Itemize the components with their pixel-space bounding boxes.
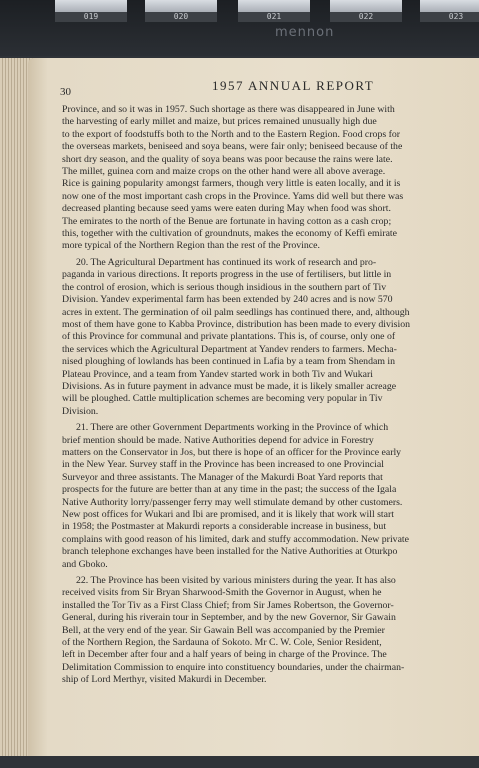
- text-line: this, together with the cultivation of groundnuts, makes the economy of Keffi emirate: [62, 228, 398, 240]
- text-line: most of them have gone to Kabba Province, distribution has been made to every division: [62, 318, 410, 330]
- text-line: The millet, guinea corn and maize crops on the other hand were all above average.: [62, 166, 386, 178]
- text-line: prospects for the future are better than at any time in the past; the success of the Igala: [62, 484, 397, 496]
- text-line: of this Province for communal and private plantations. This is, of course, only one of: [62, 331, 396, 343]
- text-line: to the export of foodstuffs both to the North and to the Eastern Region. Food crops for: [62, 128, 401, 140]
- text-line: decreased planting because seed yams were eaten during May when food was short.: [62, 203, 391, 215]
- text-line: Delimitation Commission to enquire into constituency boundaries, under the chairman-: [62, 661, 405, 673]
- text-line: in 1958; the Postmaster at Makurdi reports a considerable increase in business, but: [62, 521, 387, 533]
- text-line: the services which the Agricultural Department at Yandev renders to farmers. Mecha-: [62, 343, 397, 355]
- body-text: [62, 104, 478, 704]
- frame-number: 021: [238, 12, 310, 22]
- text-line: Division. Yandev experimental farm has been extended by 240 acres and is now 570: [62, 294, 393, 306]
- text-line: Province, and so it was in 1957. Such shortage as there was disappeared in June with: [62, 104, 395, 115]
- text-line: installed the Tor Tiv as a First Class Chief; from Sir James Robertson, the Governor-: [62, 599, 394, 611]
- text-line: nised ploughing of lowlands has been continued in Lafia by a team from Shendam in: [62, 356, 396, 368]
- text-line: the overseas markets, beniseed and soya beans, were fair only; beniseed because of the: [62, 141, 403, 153]
- text-line: Divisions. As in future payment in advance must be made, it is likely smaller acreage: [62, 380, 397, 392]
- frame-number: 023: [420, 12, 479, 22]
- paragraph: [62, 104, 478, 253]
- text-line: paganda in various directions. It reports progress in the use of fertilisers, but little in: [62, 269, 392, 281]
- text-line: short dry season, and the quality of soya beans was poor because the rains were late.: [62, 153, 393, 165]
- text-line: acres in extent. The germination of oil palm seedlings has continued there, and, although: [62, 306, 410, 318]
- frame-number: 019: [55, 12, 127, 22]
- text-line: General, during his riverain tour in September, and by the new Governor, Sir Gawain: [62, 612, 396, 624]
- text-line: received visits from Sir Bryan Sharwood-Smith the Governor in August, when he: [62, 587, 382, 599]
- text-line: 22. The Province has been visited by various ministers during the year. It has also: [76, 575, 396, 587]
- text-line: the control of erosion, which is serious though insidious in the southern part of Tiv: [62, 281, 387, 293]
- text-line: ship of Lord Merthyr, visited Makurdi in December.: [62, 674, 267, 686]
- frame-number: 020: [145, 12, 217, 22]
- running-head: 1957 ANNUAL REPORT: [212, 78, 375, 93]
- text-line: Surveyor and three assistants. The Manager of the Makurdi Boat Yard reports that: [62, 471, 383, 483]
- text-line: 20. The Agricultural Department has continued its work of research and pro-: [76, 256, 377, 268]
- text-line: brief mention should be made. Native Authorities depend for advice in Forestry: [62, 434, 374, 446]
- text-line: The emirates to the north of the Benue are fortunate in having cotton as a cash crop;: [62, 215, 392, 227]
- text-line: 21. There are other Government Departments working in the Province of which: [76, 422, 389, 434]
- text-line: left in December after four and a half years of being in charge of the Province. The: [62, 649, 387, 661]
- text-line: Plateau Province, and a team from Yandev started work in both Tiv and Wukari: [62, 368, 373, 380]
- page-number: 30: [60, 86, 71, 98]
- paragraph: [62, 422, 478, 571]
- text-line: Division.: [62, 405, 99, 417]
- text-line: complains with good reason of his limited, dark and stuffy accommodation. New private: [62, 533, 409, 545]
- text-line: Native Authority lorry/passenger ferry may well stimulate demand by other customers.: [62, 496, 403, 508]
- paragraph: [62, 257, 478, 418]
- text-line: of the Northern Region, the Sardauna of Sokoto. Mr C. W. Cole, Senior Resident,: [62, 637, 382, 649]
- text-line: matters on the Conservator in Jos, but there is hope of an officer for the Province early: [62, 446, 402, 458]
- text-line: New post offices for Wukari and Ibi are promised, and it is likely that work will start: [62, 509, 394, 520]
- film-strip: [0, 0, 479, 56]
- text-line: in the New Year. Survey staff in the Province has been increased to one Provincial: [62, 459, 384, 471]
- text-line: Rice is gaining popularity amongst farmers, though very little is eaten locally, and it is: [62, 178, 401, 190]
- frame-number: 022: [330, 12, 402, 22]
- text-line: now one of the most important cash crops in the Province. Yams did well but there was: [62, 190, 404, 202]
- text-line: will be ploughed. Cattle multiplication schemes are becoming very popular in Tiv: [62, 393, 383, 405]
- scanner-brand-mark: mennon: [275, 25, 335, 40]
- text-line: and Gboko.: [62, 558, 108, 570]
- text-line: branch telephone exchanges have been installed for the Native Authorities at Oturkpo: [62, 546, 398, 558]
- paragraph: [62, 575, 478, 687]
- text-line: the harvesting of early millet and maize, but prices remained unusually high due: [62, 116, 377, 128]
- text-line: Bell, at the very end of the year. Sir Gawain Bell was accompanied by the Premier: [62, 624, 385, 636]
- text-line: more typical of the Northern Region than the rest of the Province.: [62, 240, 320, 252]
